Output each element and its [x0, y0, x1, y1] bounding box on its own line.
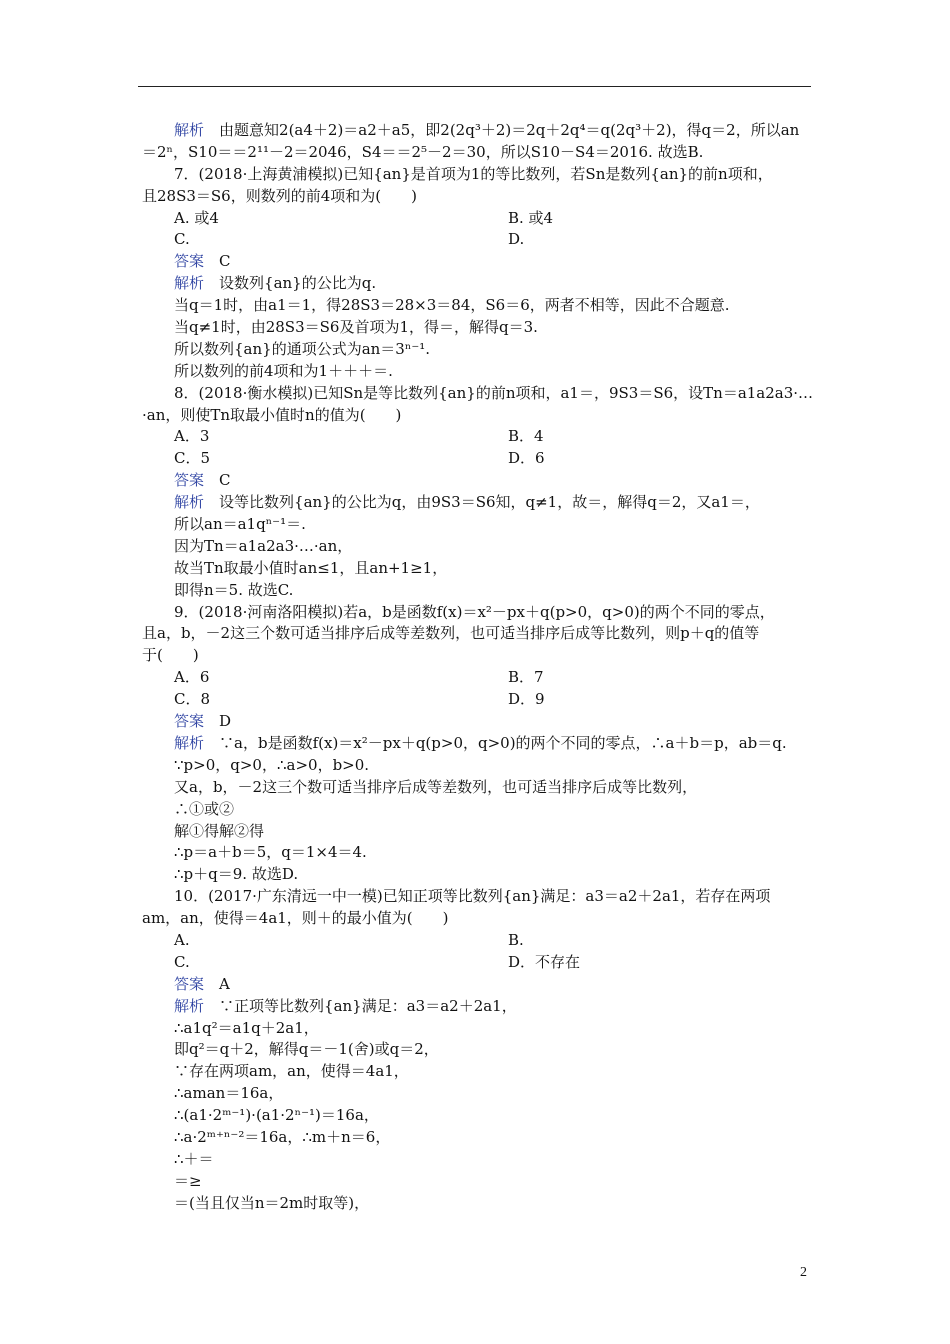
- document-line: [142, 251, 814, 273]
- document-line: [142, 799, 814, 821]
- document-line: [142, 580, 814, 602]
- document-line: [142, 426, 814, 448]
- line-text: C: [219, 471, 231, 490]
- document-line: [142, 842, 814, 864]
- document-line: [142, 142, 814, 164]
- solution-label: 解析: [174, 733, 205, 752]
- document-line: [142, 558, 814, 580]
- document-line: [142, 711, 814, 733]
- document-line: [142, 361, 814, 383]
- answer-label: 答案: [174, 974, 205, 993]
- line-text: A: [219, 974, 230, 993]
- document-line: [142, 383, 814, 405]
- line-text: ∴①或②: [174, 799, 235, 818]
- line-text: ∵p>0，q>0，∴a>0，b>0.: [174, 755, 370, 774]
- option-left: C.: [174, 230, 190, 249]
- document-line: [142, 1105, 814, 1127]
- line-text: 所以an＝a1qⁿ⁻¹＝.: [174, 515, 306, 534]
- line-text: 当q＝1时，由a1＝1，得28S3＝28×3＝84，S6＝6，两者不相等，因此不合题意.: [174, 296, 730, 315]
- option-left: A．3: [174, 427, 210, 446]
- option-left: C．5: [174, 449, 211, 468]
- document-line: [142, 930, 814, 952]
- document-line: [142, 602, 814, 624]
- document-line: [142, 952, 814, 974]
- document-line: [142, 1018, 814, 1040]
- line-text: ∴(a1·2ᵐ⁻¹)·(a1·2ⁿ⁻¹)＝16a，: [174, 1106, 379, 1125]
- line-text: ·an，则使Tn取最小值时n的值为( ): [142, 405, 402, 424]
- solution-label: 解析: [174, 493, 205, 512]
- document-line: [142, 1127, 814, 1149]
- document-line: [142, 1061, 814, 1083]
- option-left: A．6: [174, 668, 210, 687]
- line-text: 设数列{an}的公比为q.: [219, 274, 377, 293]
- document-line: [142, 777, 814, 799]
- document-line: [142, 886, 814, 908]
- document-line: [142, 405, 814, 427]
- document-line: [142, 229, 814, 251]
- document-line: [142, 164, 814, 186]
- document-line: [142, 448, 814, 470]
- document-line: [142, 1039, 814, 1061]
- line-text: 即得n＝5. 故选C.: [174, 580, 294, 599]
- option-left: A. 或4: [174, 208, 219, 227]
- document-line: [142, 1083, 814, 1105]
- solution-label: 解析: [174, 996, 205, 1015]
- line-text: 且a，b，－2这三个数可适当排序后成等差数列，也可适当排序后成等比数列，则p＋q的值等: [142, 624, 760, 643]
- option-right: D.: [508, 230, 525, 249]
- line-text: 10．(2017·广东清远一中一模)已知正项等比数列{an}满足：a3＝a2＋2a1，若存在两项: [174, 887, 771, 906]
- document-line: [142, 623, 814, 645]
- line-text: 8．(2018·衡水模拟)已知Sn是等比数列{an}的前n项和，a1＝，9S3＝S6，设Tn＝a1a2a3·…: [174, 383, 814, 402]
- document-line: [142, 996, 814, 1018]
- document-line: [142, 974, 814, 996]
- line-text: ∵存在两项am，an，使得＝4a1，: [174, 1062, 409, 1081]
- line-text: ∴a·2ᵐ⁺ⁿ⁻²＝16a，∴m＋n＝6，: [174, 1127, 391, 1146]
- document-body: [142, 120, 814, 1215]
- line-text: ＝≥: [174, 1171, 202, 1190]
- document-line: [142, 186, 814, 208]
- line-text: ∴aman＝16a，: [174, 1084, 284, 1103]
- option-right: B．7: [508, 668, 544, 687]
- document-line: [142, 514, 814, 536]
- document-line: [142, 864, 814, 886]
- line-text: ∴＋＝: [174, 1149, 214, 1168]
- answer-label: 答案: [174, 471, 205, 490]
- header-rule: [138, 86, 811, 87]
- option-right: B. 或4: [508, 208, 554, 227]
- document-line: [142, 208, 814, 230]
- line-text: 且28S3＝S6，则数列的前4项和为( ): [142, 186, 417, 205]
- document-line: [142, 821, 814, 843]
- line-text: 设等比数列{an}的公比为q，由9S3＝S6知，q≠1，故＝，解得q＝2，又a1＝，: [219, 493, 760, 512]
- option-right: D．不存在: [508, 952, 581, 971]
- line-text: ∴p＋q＝9. 故选D.: [174, 865, 299, 884]
- document-line: [142, 908, 814, 930]
- document-line: [142, 733, 814, 755]
- line-text: 所以数列的前4项和为1＋＋＋＝.: [174, 361, 393, 380]
- line-text: ∵正项等比数列{an}满足：a3＝a2＋2a1，: [219, 996, 517, 1015]
- document-line: [142, 645, 814, 667]
- line-text: ＝(当且仅当n＝2m时取等)，: [174, 1193, 370, 1212]
- line-text: am，an，使得＝4a1，则＋的最小值为( ): [142, 909, 449, 928]
- document-line: [142, 1149, 814, 1171]
- solution-label: 解析: [174, 274, 205, 293]
- line-text: ∵a，b是函数f(x)＝x²－px＋q(p>0，q>0)的两个不同的零点，∴a＋b＝p，ab＝q.: [219, 733, 787, 752]
- line-text: D: [219, 712, 232, 731]
- document-line: [142, 755, 814, 777]
- line-text: 7．(2018·上海黄浦模拟)已知{an}是首项为1的等比数列，若Sn是数列{an}的前n项和，: [174, 164, 773, 183]
- document-line: [142, 470, 814, 492]
- document-line: [142, 492, 814, 514]
- option-left: C．8: [174, 690, 211, 709]
- document-line: [142, 317, 814, 339]
- option-right: D．9: [508, 690, 545, 709]
- line-text: 于( ): [142, 646, 199, 665]
- document-line: [142, 273, 814, 295]
- line-text: 即q²＝q＋2，解得q＝－1(舍)或q＝2，: [174, 1040, 439, 1059]
- option-left: C.: [174, 952, 190, 971]
- line-text: 故当Tn取最小值时an≤1，且an+1≥1，: [174, 558, 448, 577]
- answer-label: 答案: [174, 252, 205, 271]
- solution-label: 解析: [174, 121, 205, 139]
- document-line: [142, 120, 814, 142]
- document-line: [142, 667, 814, 689]
- line-text: ∴a1q²＝a1q＋2a1，: [174, 1018, 319, 1037]
- line-text: 因为Tn＝a1a2a3·…·an，: [174, 536, 353, 555]
- page-number: 2: [800, 1265, 807, 1280]
- document-line: [142, 339, 814, 361]
- line-text: ＝2ⁿ，S10＝＝2¹¹－2＝2046，S4＝＝2⁵－2＝30，所以S10－S4＝2016. 故选B.: [142, 142, 704, 161]
- option-right: D．6: [508, 449, 545, 468]
- line-text: 解①得解②得: [174, 821, 265, 840]
- line-text: C: [219, 252, 231, 271]
- document-line: [142, 1171, 814, 1193]
- option-right: B.: [508, 930, 524, 949]
- line-text: 所以数列{an}的通项公式为an＝3ⁿ⁻¹.: [174, 339, 431, 358]
- line-text: 又a，b，－2这三个数可适当排序后成等差数列，也可适当排序后成等比数列，: [174, 777, 698, 796]
- document-line: [142, 1193, 814, 1215]
- answer-label: 答案: [174, 712, 205, 731]
- line-text: 9．(2018·河南洛阳模拟)若a，b是函数f(x)＝x²－px＋q(p>0，q>0)的两个不同的零点，: [174, 602, 775, 621]
- document-line: [142, 536, 814, 558]
- line-text: 由题意知2(a4＋2)＝a2＋a5，即2(2q³＋2)＝2q＋2q⁴＝q(2q³＋2)，得q＝2，所以an: [219, 121, 800, 139]
- option-left: A.: [174, 930, 190, 949]
- line-text: 当q≠1时，由28S3＝S6及首项为1，得＝，解得q＝3.: [174, 318, 538, 337]
- line-text: ∴p＝a＋b＝5，q＝1×4＝4.: [174, 843, 367, 862]
- option-right: B．4: [508, 427, 544, 446]
- document-line: [142, 295, 814, 317]
- document-line: [142, 689, 814, 711]
